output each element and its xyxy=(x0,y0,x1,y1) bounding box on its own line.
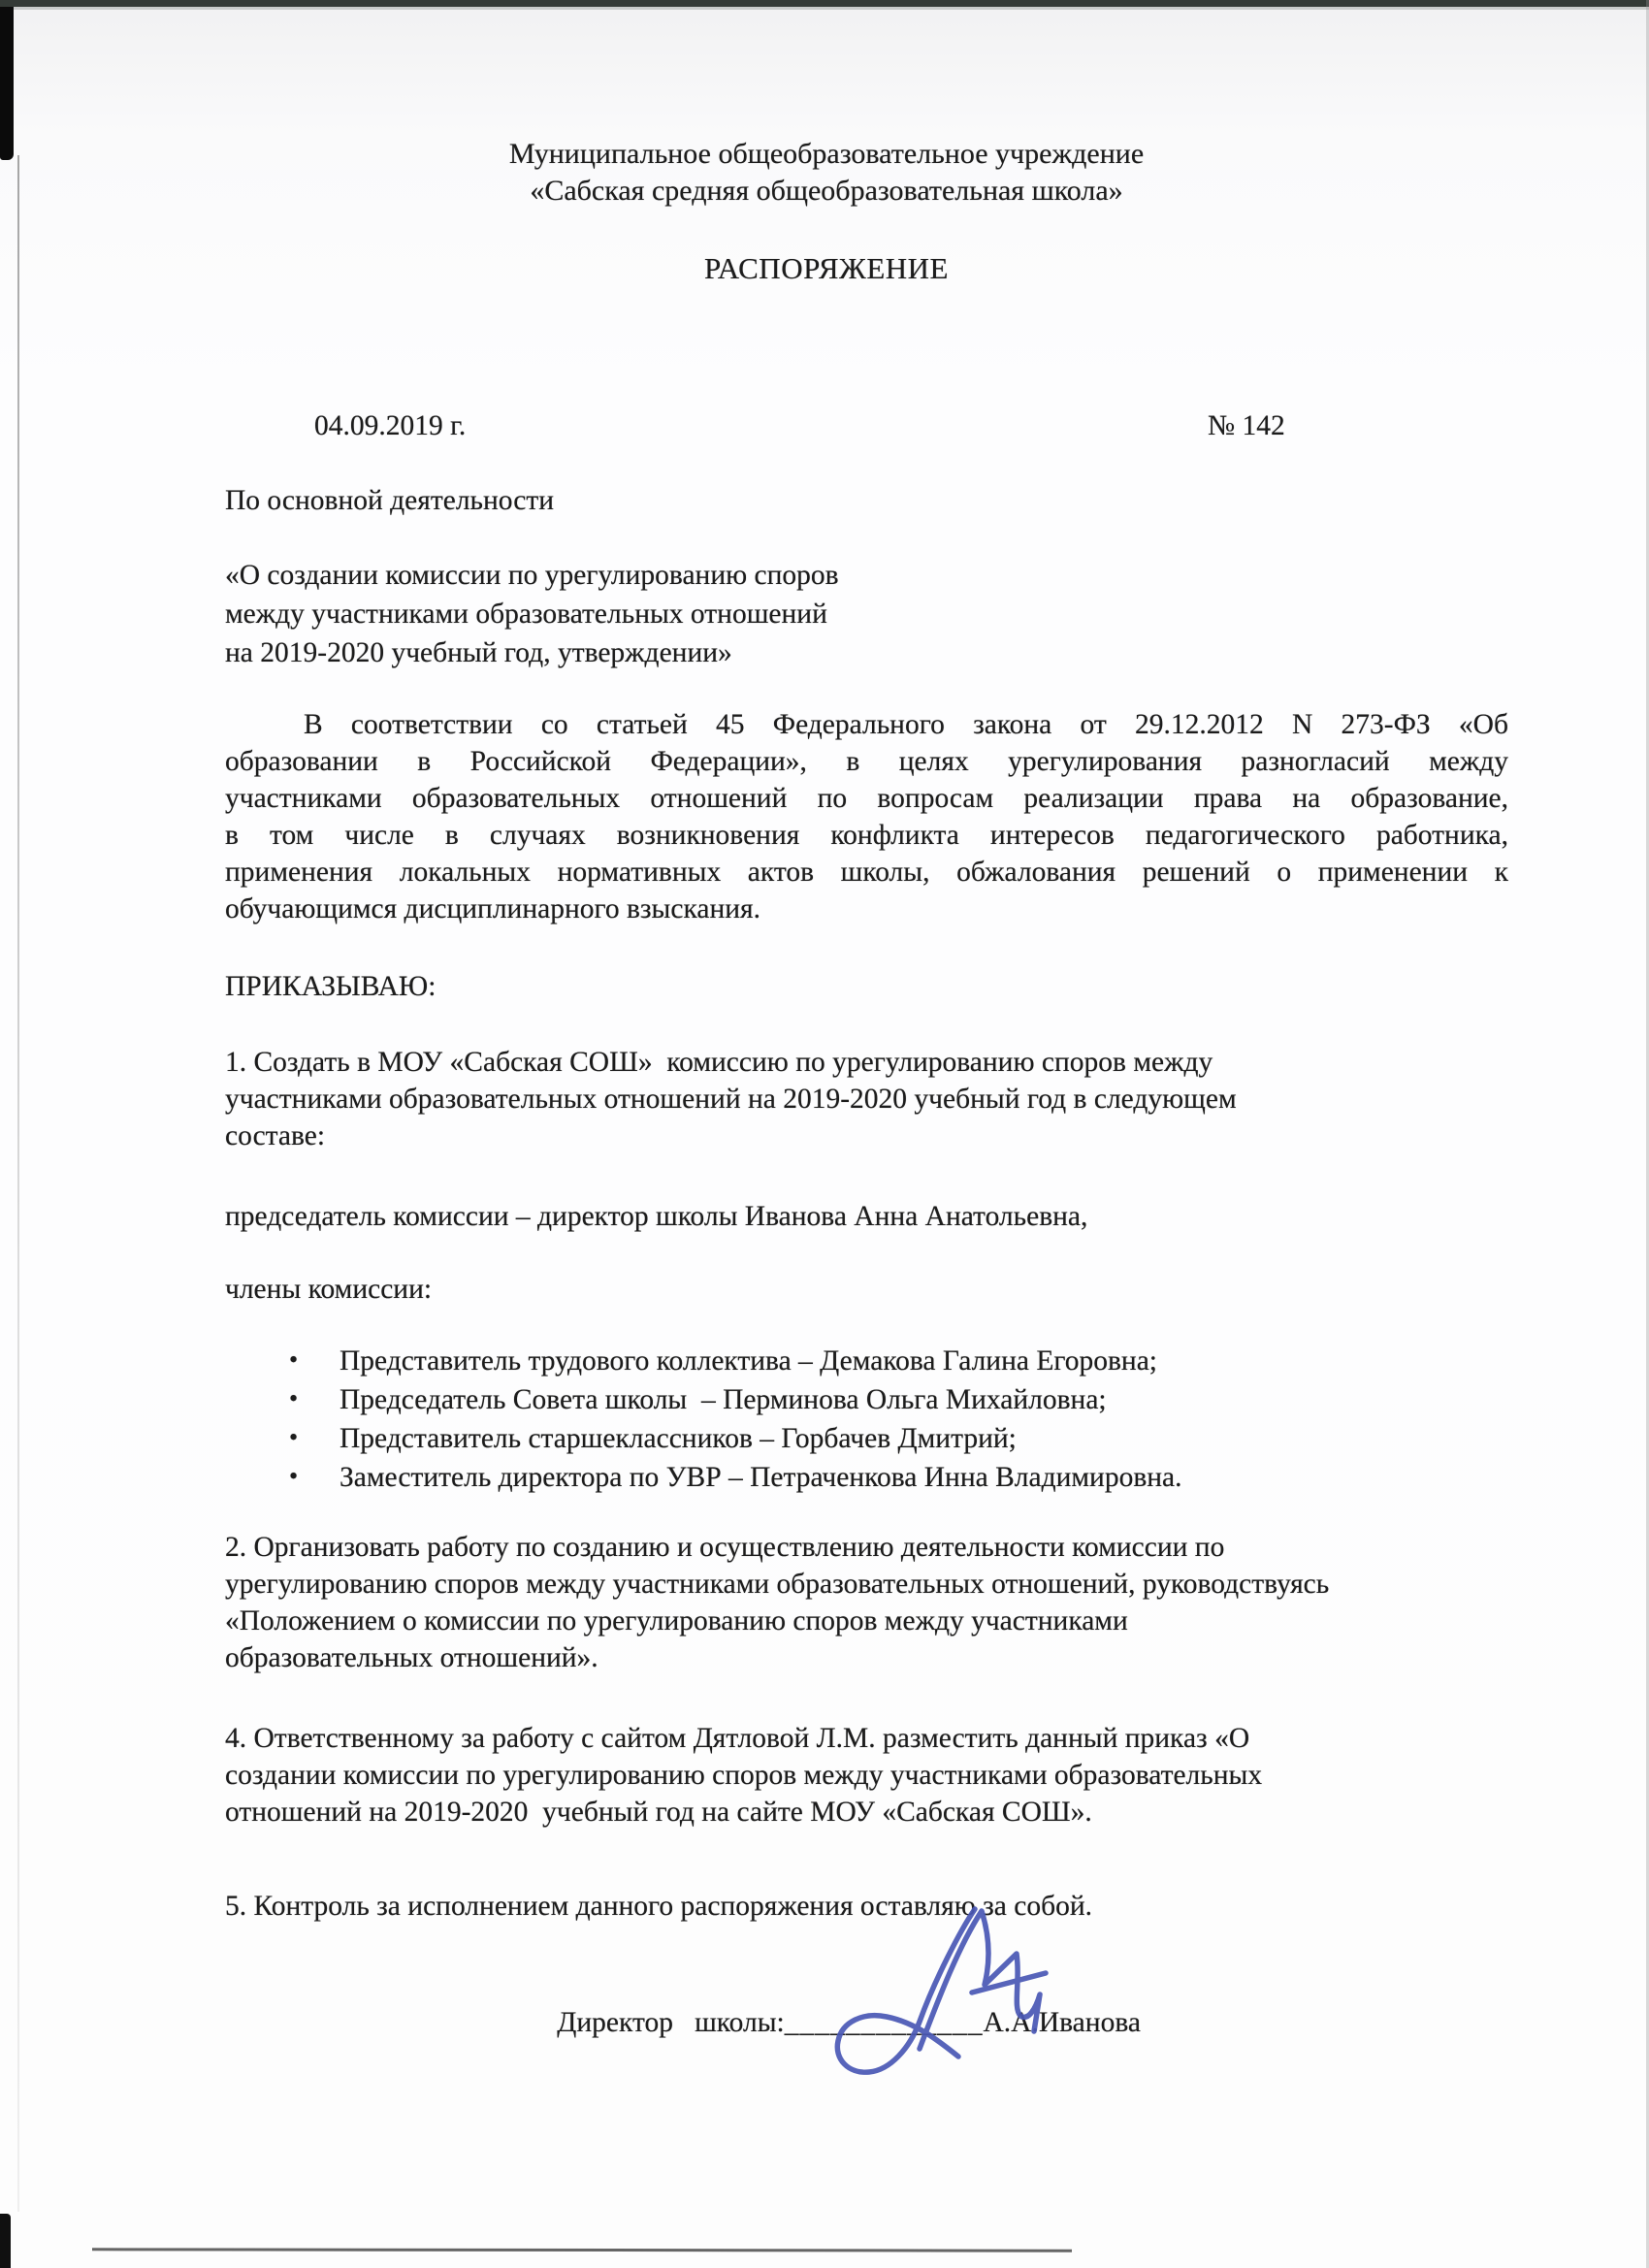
subject-block: «О создании комиссии по урегулированию споров между участниками образовательных отношений на 2019-2020 учебный год, утверждении» xyxy=(225,560,839,668)
scan-artifact-top-left-mark xyxy=(0,7,14,160)
date-number-row xyxy=(225,407,1508,444)
members-label: члены комиссии: xyxy=(225,1274,433,1305)
scan-artifact-bottom-line xyxy=(92,2248,1072,2252)
organization-name-line1: Муниципальное общеобразовательное учреждение xyxy=(508,138,1145,170)
order-item-5: 5. Контроль за исполнением данного распоряжения оставляю за собой. xyxy=(225,1891,1092,1922)
list-item-text: Представитель старшеклассников – Горбачев Дмитрий; xyxy=(340,1423,1017,1454)
intro-paragraph: В соответствии со статьей 45 Федерального закона от 29.12.2012 N 273-ФЗ «Об образовании в Российской Федерации», в целях урегулирования разногласий между участниками образовательных отношений по вопросам реализации права на образование, в том числе в случаях возникновения конфликта интересов педагогического работника, применения локальных нормативных актов школы, обжалования решений о применении к обучающимся дисциплинарного взыскания. xyxy=(225,709,1508,924)
activity-type-line: По основной деятельности xyxy=(225,485,555,516)
document-body xyxy=(225,0,1508,2078)
list-item-text: Заместитель директора по УВР – Петраченкова Инна Владимировна. xyxy=(340,1462,1182,1493)
organization-name xyxy=(225,136,1428,210)
list-item-text: Председатель Совета школы – Перминова Ольга Михайловна; xyxy=(340,1384,1107,1415)
list-item-text: Представитель трудового коллектива – Демакова Галина Егоровна; xyxy=(340,1345,1157,1377)
bullet-icon: • xyxy=(289,1345,299,1374)
bullet-icon: • xyxy=(289,1384,299,1412)
signature-name: А.А.Иванова xyxy=(983,2007,1141,2038)
document-type-heading: РАСПОРЯЖЕНИЕ xyxy=(704,251,949,285)
scan-artifact-left-edge-line xyxy=(17,155,19,2212)
order-keyword: ПРИКАЗЫВАЮ: xyxy=(225,971,436,1002)
chairman-line: председатель комиссии – директор школы Иванова Анна Анатольевна, xyxy=(225,1201,1088,1232)
members-list xyxy=(225,1342,1508,1497)
bullet-icon: • xyxy=(289,1423,299,1451)
order-item-4: 4. Ответственному за работу с сайтом Дятловой Л.М. разместить данный приказ «О создании комиссии по урегулированию споров между участниками образовательных отношений на 2019-2020 учебный год на сайте МОУ «Сабская СОШ». xyxy=(225,1723,1263,1828)
signature-label: Директор школы: xyxy=(557,2007,785,2038)
handwritten-signature xyxy=(826,1903,1088,2092)
bullet-icon: • xyxy=(289,1462,299,1490)
signature-line: _____________ xyxy=(784,2007,984,2038)
organization-name-line2: «Сабская средняя общеобразовательная школа» xyxy=(530,175,1123,207)
order-item-1: 1. Создать в МОУ «Сабская СОШ» комиссию по урегулированию споров между участниками образовательных отношений на 2019-2020 учебный год в следующем составе: xyxy=(225,1047,1237,1151)
document-date: 04.09.2019 г. xyxy=(314,410,467,441)
scan-artifact-bottom-left-mark xyxy=(0,2214,11,2268)
document-number: № 142 xyxy=(1208,410,1285,441)
order-item-2: 2. Организовать работу по созданию и осуществлению деятельности комиссии по урегулированию споров между участниками образовательных отношений, руководствуясь «Положением о комиссии по урегулированию споров между участниками образовательных отношений». xyxy=(225,1532,1330,1673)
